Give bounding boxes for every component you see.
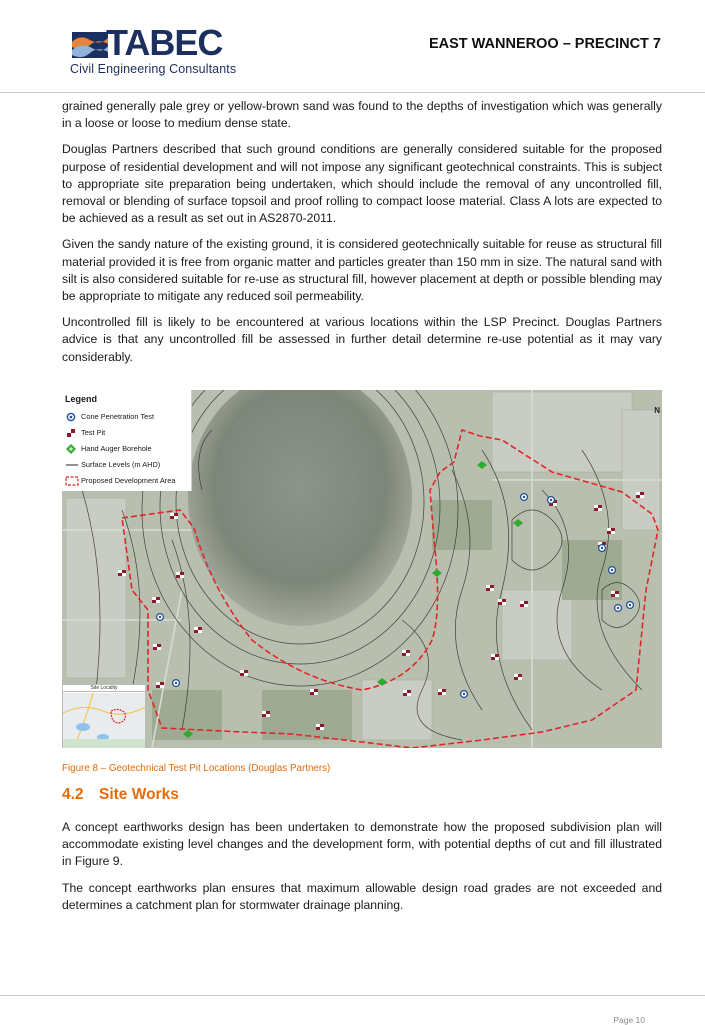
- cpt-marker: [548, 497, 555, 504]
- paragraph: A concept earthworks design has been undertaken to demonstrate how the proposed subdivision plan will accommodate existing level changes and the development form, with potential depths of cut and fill illustrated in Figure 9.: [62, 820, 662, 869]
- figure-caption: Figure 8 – Geotechnical Test Pit Locations (Douglas Partners): [62, 763, 331, 774]
- test-pit-marker: [152, 597, 160, 603]
- test-pit-marker: [438, 689, 446, 695]
- page-header: [0, 0, 705, 92]
- legend-label: Cone Penetration Test: [81, 412, 154, 421]
- test-pit-marker: [491, 654, 499, 660]
- wave-logo-icon: [70, 28, 110, 62]
- paragraph: Uncontrolled fill is likely to be encountered at various locations within the LSP Precinct. Douglas Partners advice is that any uncontrolled fill be assessed in further detail determine re-use potential as it may vary considerably.: [62, 315, 662, 364]
- paragraph: Douglas Partners described that such ground conditions are generally considered suitable for the proposed purpose of residential development and will not impose any significant geotechnical constraints. This is subject to appropriate site preparation being undertaken, which should include the removal of any uncontrolled fill, removal or blending of surface topsoil and proof rolling to compact loose material. Class A lots are expected to be achieved as a result as set out in AS2870-2011.: [62, 142, 662, 226]
- test-pit-marker: [403, 690, 411, 696]
- cone-penetration-test-icon: [65, 412, 81, 422]
- north-arrow-label: N: [654, 406, 660, 415]
- test-pit-marker: [636, 492, 644, 498]
- section-heading: [62, 786, 179, 804]
- borehole-marker: [432, 569, 442, 577]
- cpt-marker: [521, 494, 528, 501]
- legend-item-cpt: [65, 411, 154, 423]
- logo-subtitle: Civil Engineering Consultants: [70, 62, 237, 76]
- body-text: [62, 98, 662, 375]
- header-divider: [0, 92, 705, 93]
- test-pit-marker: [316, 724, 324, 730]
- cpt-marker: [615, 605, 622, 612]
- test-pit-marker: [176, 572, 184, 578]
- cpt-marker: [627, 602, 634, 609]
- test-pit-marker: [498, 599, 506, 605]
- borehole-marker: [183, 730, 193, 738]
- document-title: EAST WANNEROO – PRECINCT 7: [428, 36, 661, 52]
- paragraph: grained generally pale grey or yellow-brown sand was found to the depths of investigation which was generally in a loose or loose to medium dense state.: [62, 99, 662, 131]
- section-title: Site Works: [99, 786, 179, 803]
- cpt-marker: [173, 680, 180, 687]
- test-pit-marker: [486, 585, 494, 591]
- test-pit-marker: [402, 650, 410, 656]
- legend-label: Proposed Development Area: [81, 476, 176, 485]
- surface-level-line-icon: [65, 460, 81, 470]
- legend-label: Hand Auger Borehole: [81, 444, 152, 453]
- page-number: Page 10: [613, 1015, 645, 1025]
- geotechnical-map: [62, 390, 662, 748]
- test-pit-marker: [611, 591, 619, 597]
- site-locality-inset: [62, 684, 146, 748]
- cpt-marker: [461, 691, 468, 698]
- test-pit-marker: [520, 601, 528, 607]
- paragraph: Given the sandy nature of the existing ground, it is considered geotechnically suitable for reuse as structural fill material provided it is free from organic matter and particles greater than 150 mm in size. The natural sand with silt is also considered suitable for re-use as structural fill, however placement at depth or possible blending may be appropriate to mitigate any reduced soil permeability.: [62, 237, 662, 304]
- tabec-logo: [70, 22, 246, 78]
- footer-divider: [0, 995, 705, 996]
- map-legend: [62, 390, 192, 491]
- borehole-marker: [513, 519, 523, 527]
- section-body: [62, 819, 662, 923]
- legend-label: Test Pit: [81, 428, 106, 437]
- section-number: 4.2: [62, 786, 84, 803]
- legend-item-borehole: [65, 443, 152, 455]
- test-pit-marker: [194, 627, 202, 633]
- test-pit-marker: [262, 711, 270, 717]
- legend-title: Legend: [65, 394, 98, 404]
- test-pit-marker: [153, 644, 161, 650]
- test-pit-marker: [118, 570, 126, 576]
- hand-auger-borehole-icon: [65, 444, 81, 454]
- legend-item-development-area: [65, 475, 176, 487]
- legend-label: Surface Levels (m AHD): [81, 460, 161, 469]
- test-pit-marker: [156, 682, 164, 688]
- inset-label: Site Locality: [63, 685, 145, 692]
- test-pit-marker: [607, 528, 615, 534]
- test-pit-marker: [310, 689, 318, 695]
- test-pit-marker: [170, 513, 178, 519]
- test-pit-marker: [240, 670, 248, 676]
- legend-item-test-pit: [65, 427, 105, 439]
- development-area-icon: [65, 476, 81, 486]
- cpt-marker: [599, 545, 606, 552]
- cpt-marker: [157, 614, 164, 621]
- borehole-marker: [377, 678, 387, 686]
- borehole-marker: [477, 461, 487, 469]
- test-pit-marker: [594, 505, 602, 511]
- locality-map-image: [63, 693, 145, 748]
- cpt-marker: [609, 567, 616, 574]
- logo-wordmark: TABEC: [106, 22, 223, 63]
- test-pit-marker: [514, 674, 522, 680]
- paragraph: The concept earthworks plan ensures that maximum allowable design road grades are not exceeded and determines a catchment plan for stormwater drainage planning.: [62, 880, 662, 912]
- test-pit-icon: [65, 428, 81, 438]
- legend-item-surface-levels: [65, 459, 160, 471]
